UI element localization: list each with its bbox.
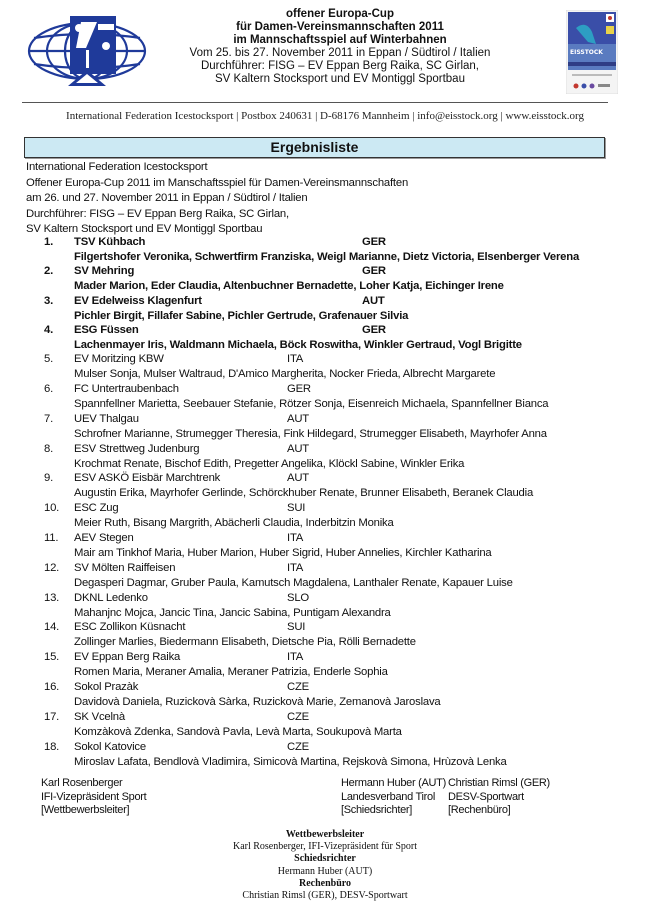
team-country: GER bbox=[362, 323, 386, 336]
team-members: Mahanjnc Mojca, Jancic Tina, Jancic Sabina, Puntigam Alexandra bbox=[74, 606, 391, 619]
event-title-line: im Mannschaftsspiel auf Winterbahnen bbox=[233, 34, 447, 46]
referee bbox=[341, 777, 446, 818]
team-country: SUI bbox=[287, 502, 306, 515]
intro-line: Durchführer: FISG – EV Eppan Berg Raika, SC Girlan, bbox=[26, 207, 289, 220]
team-name: ESC Zollikon Küsnacht bbox=[74, 621, 186, 634]
team-name: TSV Kühbach bbox=[74, 236, 146, 248]
result-rank: 7. bbox=[44, 412, 54, 425]
team-name: SK Vcelnà bbox=[74, 710, 125, 723]
team-members: Degasperi Dagmar, Gruber Paula, Kamutsch Magdalena, Lanthaler Renate, Kapauer Luise bbox=[74, 576, 513, 589]
result-entry bbox=[0, 711, 650, 741]
result-rank: 13. bbox=[44, 591, 60, 604]
team-name: EV Eppan Berg Raika bbox=[74, 651, 181, 664]
result-rank: 6. bbox=[44, 382, 54, 395]
competition-leader bbox=[41, 777, 146, 818]
official-role: DESV-Sportwart bbox=[448, 790, 524, 803]
result-rank: 18. bbox=[44, 740, 60, 753]
team-members: Miroslav Lafata, Bendlovà Vladimira, Simicovà Martina, Rejskovà Simona, Hrùzovà Lenka bbox=[74, 755, 507, 768]
team-members: Mulser Sonja, Mulser Waltraud, D'Amico Margherita, Nocker Frieda, Albrecht Margarete bbox=[74, 368, 496, 381]
team-members: Mader Marion, Eder Claudia, Altenbuchner Bernadette, Loher Katja, Eichinger Irene bbox=[74, 280, 504, 293]
result-rank: 15. bbox=[44, 651, 60, 664]
result-rank: 16. bbox=[44, 680, 60, 693]
result-entry bbox=[0, 353, 650, 383]
team-name: EV Edelweiss Klagenfurt bbox=[74, 294, 202, 307]
team-members: Romen Maria, Meraner Amalia, Meraner Patrizia, Enderle Sophia bbox=[74, 666, 388, 679]
result-entry bbox=[0, 562, 650, 592]
result-rank: 10. bbox=[44, 502, 60, 515]
team-country: SLO bbox=[287, 591, 310, 604]
team-members: Augustin Erika, Mayrhofer Gerlinde, Schörckhuber Renate, Brunner Elisabeth, Beranek Claudia bbox=[74, 487, 534, 500]
team-members: Meier Ruth, Bisang Margrith, Abächerli Claudia, Inderbitzin Monika bbox=[74, 517, 394, 530]
result-entry bbox=[0, 236, 650, 265]
result-entry bbox=[0, 681, 650, 711]
team-members: Zollinger Marlies, Biedermann Elisabeth, Dietsche Pia, Rölli Bernadette bbox=[74, 636, 416, 649]
result-entry bbox=[0, 383, 650, 413]
official-function: [Wettbewerbsleiter] bbox=[41, 804, 130, 816]
result-rank: 4. bbox=[44, 323, 54, 336]
team-members: Pichler Birgit, Fillafer Sabine, Pichler Gertrude, Grafenauer Silvia bbox=[74, 309, 409, 322]
team-name: UEV Thalgau bbox=[74, 412, 139, 425]
eisstock-poster-logo bbox=[566, 10, 618, 94]
team-country: GER bbox=[362, 265, 386, 278]
team-country: SUI bbox=[287, 621, 306, 634]
team-name: ESV Strettweg Judenburg bbox=[74, 442, 200, 455]
result-rank: 14. bbox=[44, 621, 60, 634]
team-country: AUT bbox=[362, 294, 385, 307]
results-list bbox=[0, 236, 650, 770]
team-name: FC Untertraubenbach bbox=[74, 382, 179, 395]
event-title-line: für Damen-Vereinsmannschaften 2011 bbox=[236, 21, 444, 33]
team-members: Schrofner Marianne, Strumegger Theresia, Fink Hildegard, Strumegger Elisabeth, Mayrhofer Anna bbox=[74, 427, 547, 440]
intro-line: am 26. und 27. November 2011 in Eppan / Südtirol / Italien bbox=[26, 192, 308, 204]
federation-address: International Federation Icestocksport | Postbox 240631 | D-68176 Mannheim | info@eisstock.org | www.eisstock.org bbox=[66, 110, 584, 122]
official-function: [Schiedsrichter] bbox=[341, 804, 413, 816]
official-name: Hermann Huber (AUT) bbox=[341, 777, 446, 789]
team-members: Spannfellner Marietta, Seebauer Stefanie, Rötzer Sonja, Eisenreich Michaela, Spannfellner Bianca bbox=[74, 397, 549, 410]
event-date-line: Vom 25. bis 27. November 2011 in Eppan / Südtirol / Italien bbox=[189, 47, 491, 59]
result-rank: 1. bbox=[44, 236, 54, 248]
team-country: GER bbox=[362, 236, 386, 248]
team-members: Filgertshofer Veronika, Schwertfirm Franziska, Weigl Marianne, Dietz Victoria, Elsenberger Verena bbox=[74, 251, 580, 263]
result-entry bbox=[0, 265, 650, 294]
team-country: CZE bbox=[287, 740, 309, 753]
footer-official: Hermann Huber (AUT) bbox=[277, 865, 373, 877]
team-members: Davidovà Daniela, Ruzickovà Sàrka, Ruzickovà Marie, Zemanovà Jaroslava bbox=[74, 695, 441, 708]
page-title: Ergebnisliste bbox=[24, 137, 605, 158]
official-role: Landesverband Tirol bbox=[341, 790, 435, 803]
team-members: Mair am Tinkhof Maria, Huber Marion, Huber Sigrid, Huber Annelies, Kirchler Katharina bbox=[74, 546, 492, 559]
team-members: Lachenmayer Iris, Waldmann Michaela, Böck Roswitha, Winkler Gertraud, Vogl Brigitte bbox=[74, 338, 522, 351]
team-country: AUT bbox=[287, 442, 309, 455]
footer-role-heading: Schiedsrichter bbox=[294, 853, 356, 865]
team-name: SV Mölten Raiffeisen bbox=[74, 561, 176, 574]
result-rank: 8. bbox=[44, 442, 54, 455]
team-members: Komzàkovà Zdenka, Sandovà Pavla, Levà Marta, Soukupovà Marta bbox=[74, 725, 402, 738]
intro-line: SV Kaltern Stocksport und EV Montiggl Sportbau bbox=[26, 223, 263, 235]
team-country: ITA bbox=[287, 651, 304, 664]
team-country: AUT bbox=[287, 472, 309, 485]
result-rank: 9. bbox=[44, 472, 54, 485]
official-role: IFI-Vizepräsident Sport bbox=[41, 790, 147, 803]
result-entry bbox=[0, 413, 650, 443]
scoring-office bbox=[448, 777, 550, 818]
result-rank: 12. bbox=[44, 561, 60, 574]
team-name: ESG Füssen bbox=[74, 323, 139, 336]
result-rank: 11. bbox=[44, 531, 59, 544]
team-country: ITA bbox=[287, 353, 304, 366]
team-name: Sokol Katovice bbox=[74, 740, 146, 753]
result-entry bbox=[0, 621, 650, 651]
footer-official: Karl Rosenberger, IFI-Vizepräsident für Sport bbox=[232, 841, 418, 853]
team-name: ESC Zug bbox=[74, 502, 119, 515]
team-name: Sokol Prazàk bbox=[74, 680, 139, 693]
result-rank: 5. bbox=[44, 353, 54, 366]
footer-signatures bbox=[0, 829, 650, 902]
header-divider bbox=[22, 102, 608, 103]
official-name: Karl Rosenberger bbox=[41, 777, 123, 789]
team-country: ITA bbox=[287, 531, 304, 544]
event-organizer-line: SV Kaltern Stocksport und EV Montiggl Sportbau bbox=[215, 73, 465, 85]
ifi-globe-logo bbox=[26, 8, 148, 94]
official-name: Christian Rimsl (GER) bbox=[448, 777, 550, 789]
result-rank: 17. bbox=[44, 710, 60, 723]
result-entry bbox=[0, 295, 650, 324]
result-entry bbox=[0, 472, 650, 502]
result-entry bbox=[0, 741, 650, 771]
event-organizer-line: Durchführer: FISG – EV Eppan Berg Raika, SC Girlan, bbox=[200, 60, 480, 72]
event-title-block bbox=[160, 8, 520, 86]
poster-text: EISSTOCK bbox=[570, 49, 603, 56]
team-country: AUT bbox=[287, 412, 309, 425]
team-members: Krochmat Renate, Bischof Edith, Pregetter Angelika, Klöckl Sabine, Winkler Erika bbox=[74, 457, 465, 470]
result-entry bbox=[0, 592, 650, 622]
team-country: CZE bbox=[287, 680, 309, 693]
event-title-line: offener Europa-Cup bbox=[286, 8, 394, 20]
intro-line: Offener Europa-Cup 2011 im Manschaftsspiel für Damen-Vereinsmannschaften bbox=[26, 176, 409, 189]
result-entry bbox=[0, 324, 650, 353]
result-entry bbox=[0, 502, 650, 532]
result-entry bbox=[0, 651, 650, 681]
team-name: DKNL Ledenko bbox=[74, 591, 148, 604]
team-country: CZE bbox=[287, 710, 309, 723]
intro-block bbox=[26, 160, 408, 238]
team-name: ESV ASKÖ Eisbär Marchtrenk bbox=[74, 472, 221, 485]
official-function: [Rechenbüro] bbox=[448, 804, 511, 816]
team-name: AEV Stegen bbox=[74, 531, 134, 544]
team-country: ITA bbox=[287, 561, 304, 574]
footer-official: Christian Rimsl (GER), DESV-Sportwart bbox=[242, 890, 408, 902]
result-rank: 2. bbox=[44, 265, 54, 278]
result-entry bbox=[0, 443, 650, 473]
team-name: EV Moritzing KBW bbox=[74, 353, 164, 366]
footer-role-heading: Rechenbüro bbox=[298, 877, 352, 889]
intro-line: International Federation Icestocksport bbox=[26, 161, 208, 173]
result-rank: 3. bbox=[44, 294, 54, 307]
footer-role-heading: Wettbewerbsleiter bbox=[285, 829, 365, 840]
result-entry bbox=[0, 532, 650, 562]
team-name: SV Mehring bbox=[74, 265, 135, 278]
team-country: GER bbox=[287, 382, 311, 395]
